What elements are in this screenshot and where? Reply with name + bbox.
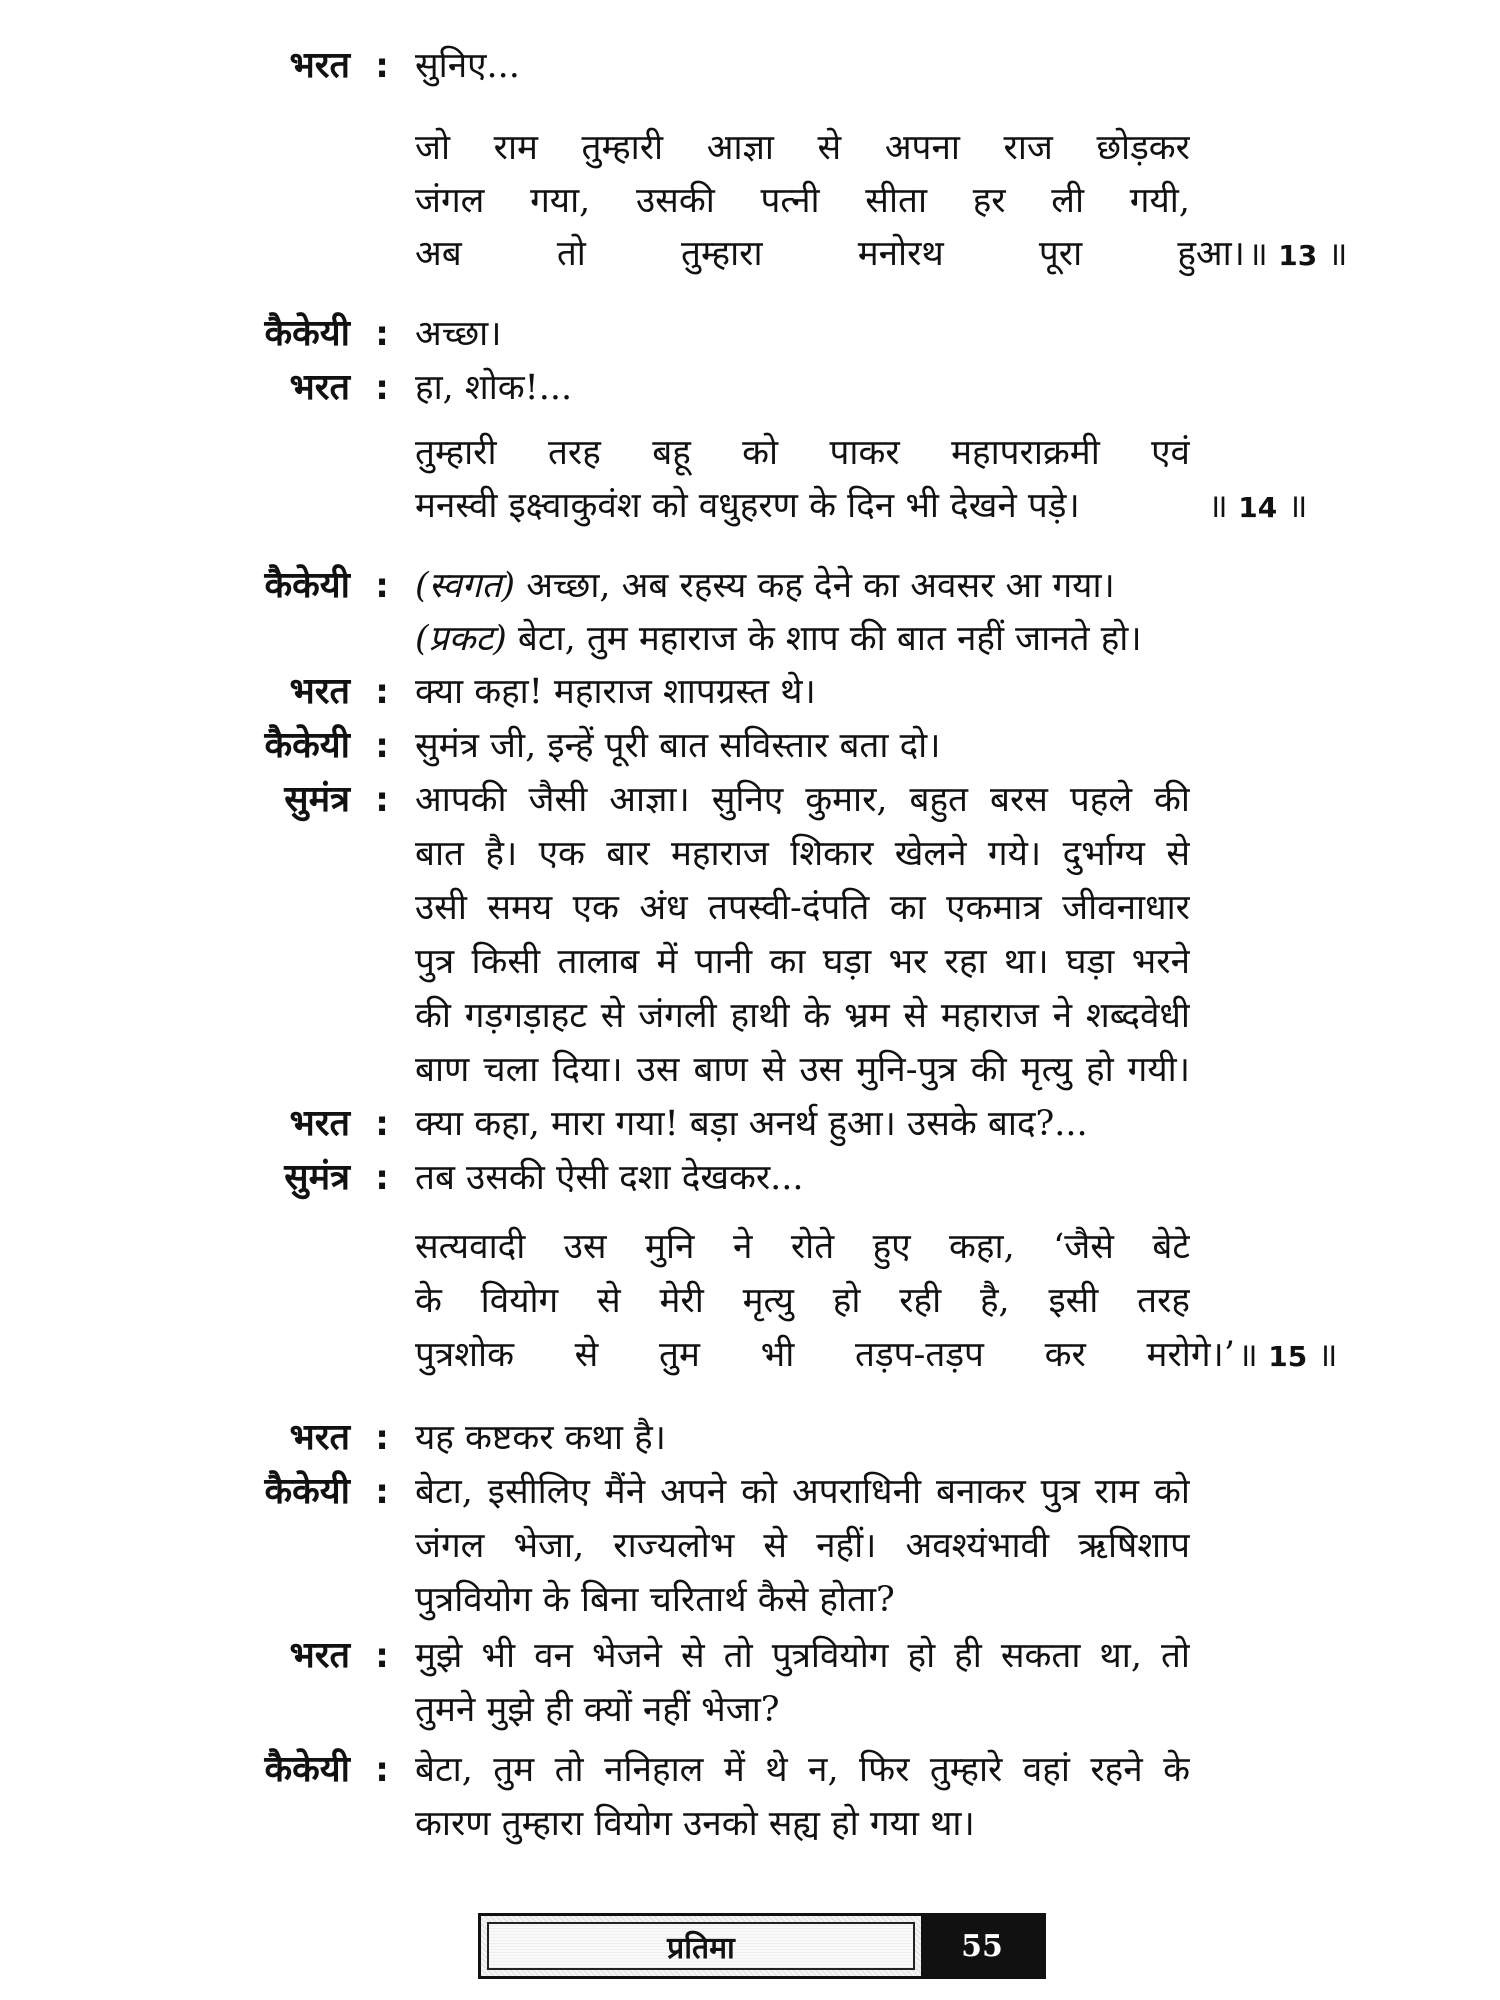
verse-number: ॥ 13 ॥ (1248, 234, 1348, 273)
dialogue-line: (स्वगत) अच्छा, अब रहस्य कह देने का अवसर आ गया। (415, 566, 1115, 606)
speaker-kaikeyi: कैकेयी (264, 1471, 350, 1512)
speaker-colon: : (375, 672, 389, 712)
speaker-colon: : (375, 566, 389, 606)
verse-word: अब (415, 234, 462, 274)
page-footer (478, 1913, 1046, 1979)
verse-number: ॥ 14 ॥ (1208, 486, 1308, 525)
dialogue-line: बाण चला दिया। उस बाण से उस मुनि-पुत्र की मृत्यु हो गयी। (415, 1050, 1190, 1090)
dialogue-line: (प्रकट) बेटा, तुम महाराज के शाप की बात नहीं जानते हो। (415, 619, 1142, 659)
verse-line: मनस्वी इक्ष्वाकुवंश को वधुहरण के दिन भी देखने पड़े। (415, 486, 1080, 526)
speaker-sumantra: सुमंत्र (284, 779, 350, 820)
verse-word: तो (556, 234, 586, 274)
verse-line (415, 228, 1245, 280)
dialogue-line: यह कष्टकर कथा है। (415, 1418, 666, 1458)
verse-line: जो राम तुम्हारी आज्ञा से अपना राज छोड़कर (415, 128, 1190, 168)
dialogue-line: क्या कहा, मारा गया! बड़ा अनर्थ हुआ। उसके बाद?... (415, 1104, 1088, 1144)
speaker-colon: : (375, 1104, 389, 1144)
verse-line (415, 1329, 1235, 1381)
dialogue-line: बेटा, तुम तो ननिहाल में थे न, फिर तुम्हारे वहां रहने के (415, 1750, 1190, 1790)
verse-line: सत्यवादी उस मुनि ने रोते हुए कहा, ‘जैसे बेटे (415, 1227, 1190, 1267)
stage-direction: (स्वगत) (415, 566, 516, 606)
verse-word: मनोरथ (857, 234, 944, 274)
dialogue-line: उसी समय एक अंध तपस्वी-दंपति का एकमात्र जीवनाधार (415, 888, 1190, 928)
speaker-bharat: भरत (289, 45, 350, 86)
verse-line: के वियोग से मेरी मृत्यु हो रही है, इसी तरह (415, 1281, 1190, 1321)
verse-word: तुम (659, 1335, 700, 1375)
speaker-kaikeyi: कैकेयी (264, 565, 350, 606)
speaker-colon: : (375, 1636, 389, 1676)
dialogue-line: तुमने मुझे ही क्यों नहीं भेजा? (415, 1690, 780, 1730)
page-number: 55 (921, 1916, 1043, 1976)
verse-number: ॥ 15 ॥ (1238, 1335, 1338, 1374)
dialogue-line: की गड़गड़ाहट से जंगली हाथी के भ्रम से महाराज ने शब्दवेधी (415, 996, 1190, 1036)
speaker-colon: : (375, 46, 389, 86)
dialogue-line: तब उसकी ऐसी दशा देखकर... (415, 1158, 804, 1198)
verse-line: जंगल गया, उसकी पत्नी सीता हर ली गयी, (415, 181, 1190, 221)
speaker-kaikeyi: कैकेयी (264, 1749, 350, 1790)
speaker-kaikeyi: कैकेयी (264, 313, 350, 354)
dialogue-line: अच्छा। (415, 314, 502, 354)
speaker-colon: : (375, 314, 389, 354)
dialogue-line: हा, शोक!... (415, 368, 573, 408)
speaker-colon: : (375, 726, 389, 766)
speaker-sumantra: सुमंत्र (284, 1157, 350, 1198)
dialogue-line: पुत्र किसी तालाब में पानी का घड़ा भर रहा था। घड़ा भरने (415, 942, 1190, 982)
dialogue-line: कारण तुम्हारा वियोग उनको सह्य हो गया था। (415, 1804, 975, 1844)
dialogue-line: बात है। एक बार महाराज शिकार खेलने गये। दुर्भाग्य से (415, 834, 1190, 874)
speaker-colon: : (375, 780, 389, 820)
verse-word: तड़प-तड़प (855, 1335, 984, 1375)
speaker-bharat: भरत (289, 1635, 350, 1676)
dialogue-line: आपकी जैसी आज्ञा। सुनिए कुमार, बहुत बरस पहले की (415, 780, 1190, 820)
verse-word: पुत्रशोक (415, 1335, 514, 1375)
verse-word: भी (760, 1335, 795, 1375)
dialogue-line: बेटा, इसीलिए मैंने अपने को अपराधिनी बनाकर पुत्र राम को (415, 1472, 1190, 1512)
speaker-colon: : (375, 1158, 389, 1198)
stage-direction: (प्रकट) (415, 619, 507, 659)
speaker-colon: : (375, 368, 389, 408)
dialogue-line: सुनिए... (415, 46, 520, 86)
verse-word: मरोगे।’ (1146, 1335, 1235, 1375)
verse-word: पूरा (1038, 234, 1083, 274)
verse-word: से (574, 1335, 599, 1375)
verse-word: हुआ। (1177, 234, 1245, 274)
dialogue-line: सुमंत्र जी, इन्हें पूरी बात सविस्तार बता दो। (415, 726, 941, 766)
dialogue-line: मुझे भी वन भेजने से तो पुत्रवियोग हो ही सकता था, तो (415, 1636, 1190, 1676)
book-title: प्रतिमा (487, 1922, 915, 1970)
verse-word: तुम्हारा (681, 234, 763, 274)
speaker-bharat: भरत (289, 1417, 350, 1458)
speaker-colon: : (375, 1750, 389, 1790)
speaker-bharat: भरत (289, 367, 350, 408)
speaker-bharat: भरत (289, 671, 350, 712)
speaker-colon: : (375, 1472, 389, 1512)
dialogue-line: क्या कहा! महाराज शापग्रस्त थे। (415, 672, 816, 712)
speaker-colon: : (375, 1418, 389, 1458)
verse-word: कर (1044, 1335, 1086, 1375)
speaker-bharat: भरत (289, 1103, 350, 1144)
speaker-kaikeyi: कैकेयी (264, 725, 350, 766)
dialogue-line: जंगल भेजा, राज्यलोभ से नहीं। अवश्यंभावी ऋषिशाप (415, 1526, 1190, 1566)
verse-line: तुम्हारी तरह बहू को पाकर महापराक्रमी एवं (415, 433, 1190, 473)
dialogue-line: पुत्रवियोग के बिना चरितार्थ कैसे होता? (415, 1580, 895, 1620)
